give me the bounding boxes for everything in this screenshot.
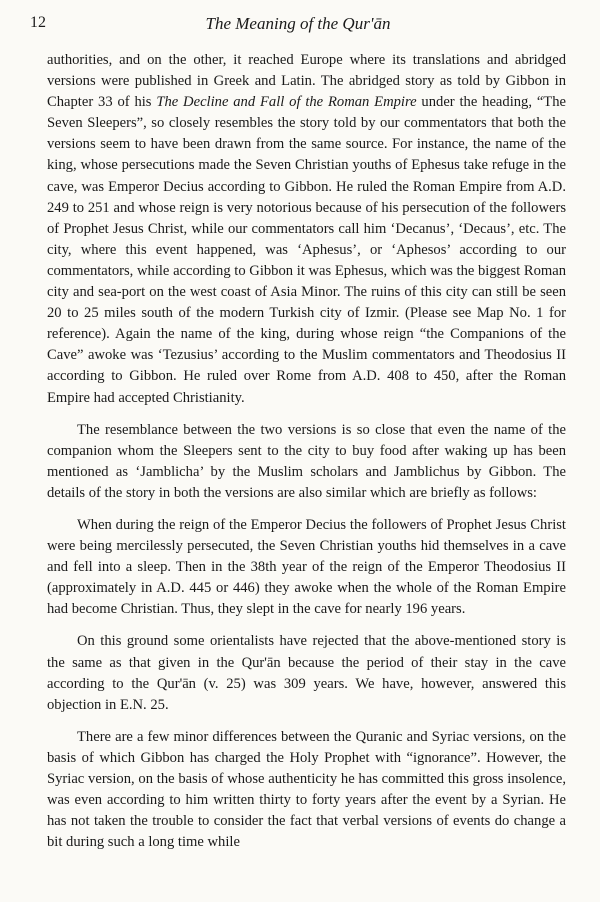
- paragraph-objection: On this ground some orientalists have rejected that the above-mentioned story is the same as that given in the Qur'ān because the period of their stay in the cave according to the Qur'ān (v. 25) was 309 years. We have, however, answered this objection in E.N. 25.: [47, 633, 566, 713]
- book-title: The Decline and Fall of the Roman Empire: [156, 94, 417, 111]
- paragraph-continuation: [47, 50, 566, 409]
- paragraph-resemblance: The resemblance between the two versions is so close that even the name of the companion whom the Sleepers sent to the city to buy food after waking up has been mentioned as ‘Jamblicha’ by the Muslim scholars and Jamblichus by Gibbon. The details of the story in both the versions are also similar which are briefly as follows:: [47, 421, 566, 501]
- body-text: [47, 50, 566, 853]
- running-title: The Meaning of the Qur'ān: [205, 14, 391, 33]
- paragraph-text-rest: under the heading, “The Seven Sleepers”, so closely resembles the story told by our commentators that both the versions seem to have been drawn from the same source. For instance, the name of the king, whose persecutions made the Seven Christian youths of Ephesus take refuge in the cave, was Emperor Decius according to Gibbon. He ruled the Roman Empire from A.D. 249 to 251 and whose reign is very notorious because of his persecution of the followers of Prophet Jesus Christ, while our commentators call him ‘Decanus’, ‘Decaus’, etc. The city, where this event happened, was ‘Aphesus’, or ‘Aphesos’ according to our commentators, while according to Gibbon it was Ephesus, which was the biggest Roman city and sea-port on the west coast of Asia Minor. The ruins of this city can still be seen 20 to 25 miles south of the modern Turkish city of Izmir. (Please see Map No. 1 for reference). Again the name of the king, during whose reign “the Companions of the Cave” awoke was ‘Tezusius’ according to the Muslim commentators and Theodosius II according to Gibbon. He ruled over Rome from A.D. 408 to 450, after the Roman Empire had accepted Christianity.: [47, 94, 566, 406]
- paragraph-differences: There are a few minor differences between the Quranic and Syriac versions, on the basis of which Gibbon has charged the Holy Prophet with “ignorance”. However, the Syriac version, on the basis of whose authenticity he has committed this gross insolence, was even according to him written thirty to forty years after the event by a Syrian. He has not taken the trouble to consider the fact that verbal versions of events do change a bit during such a long time while: [47, 728, 566, 851]
- paragraph-story: When during the reign of the Emperor Decius the followers of Prophet Jesus Christ were being mercilessly persecuted, the Seven Christian youths hid themselves in a cave and fell into a sleep. Then in the 38th year of the reign of the Emperor Theodosius II (approximately in A.D. 445 or 446) they awoke when the whole of the Roman Empire had become Christian. Thus, they slept in the cave for nearly 196 years.: [47, 516, 566, 618]
- page-header: [30, 12, 566, 36]
- page-number: 12: [30, 14, 46, 31]
- paragraph-text-lead: authorities, and on the other, it reached Europe where its translations and abridged versions were published in Greek and Latin. The abridged story as told by Gibbon in Chapter 33 of his: [47, 52, 566, 111]
